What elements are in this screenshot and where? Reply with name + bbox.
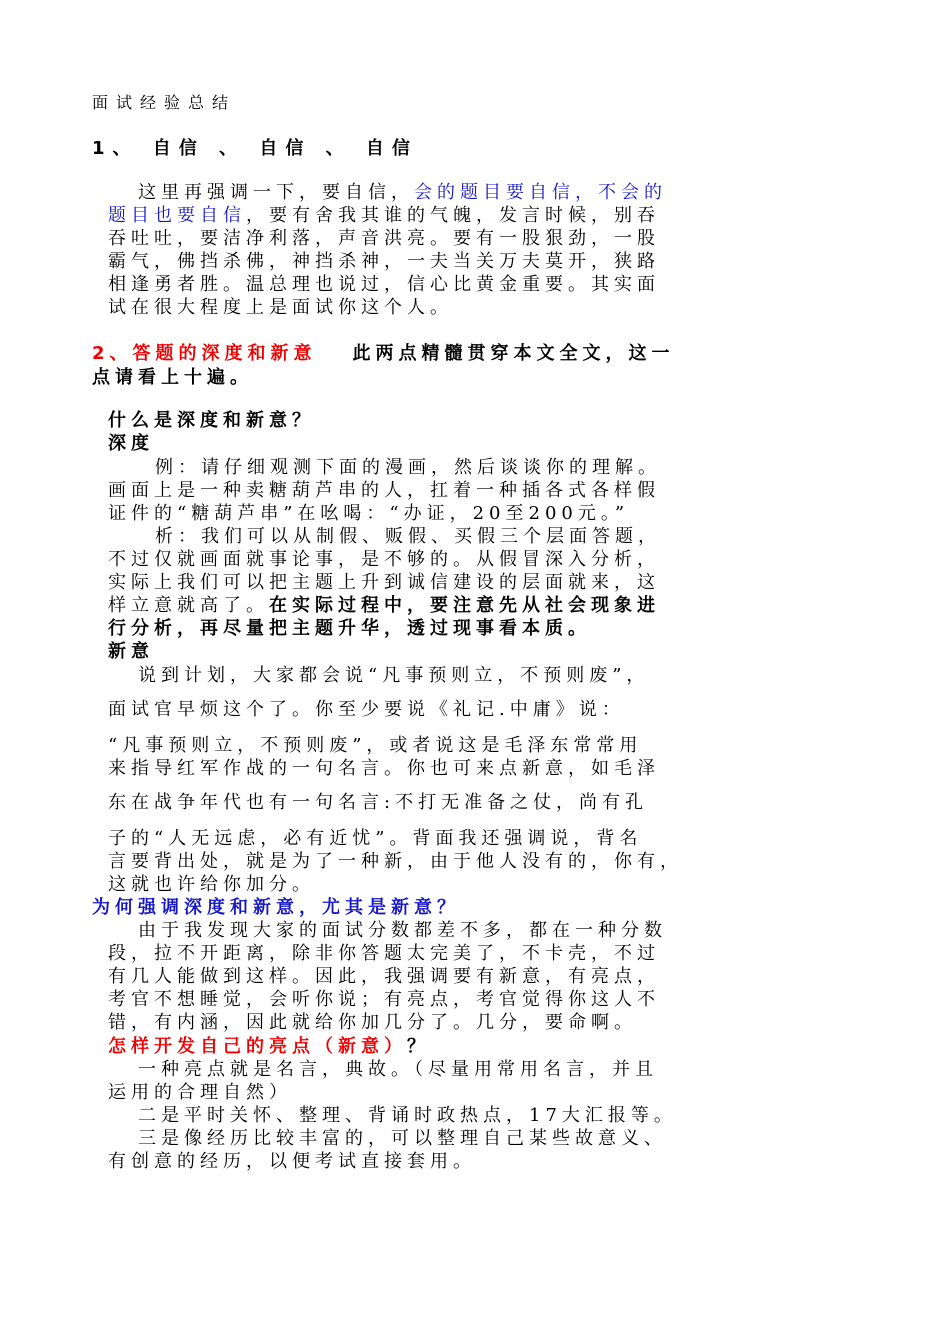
- text-line: 例：请仔细观测下面的漫画，然后谈谈你的理解。: [155, 457, 661, 478]
- question-how: [108, 1036, 430, 1058]
- text-line: [92, 343, 675, 365]
- text-line: 有创意的经历，以便考试直接套用。: [108, 1151, 476, 1172]
- text-line: 析：我们可以从制假、贩假、买假三个层面答题，: [155, 526, 661, 547]
- question-how-red: 怎样开发自己的亮点（新意）: [108, 1036, 407, 1057]
- text-line: 说到计划，大家都会说“凡事预则立，不预则废”，: [138, 665, 650, 686]
- text-line: 霸气，佛挡杀佛，神挡杀神，一夫当关万夫莫开，狭路: [108, 251, 660, 272]
- text-line: 试在很大程度上是面试你这个人。: [108, 297, 453, 318]
- text-line: 点请看上十遍。: [92, 367, 253, 388]
- text-line: “凡事预则立，不预则废”，或者说这是毛泽东常常用: [108, 735, 643, 756]
- text-line: 由于我发现大家的面试分数都差不多，都在一种分数: [138, 920, 667, 941]
- text-line: [108, 595, 660, 617]
- text-line: 二是平时关怀、整理、背诵时政热点，17大汇报等。: [138, 1105, 677, 1126]
- text-line: 不过仅就画面就事论事，是不够的。从假冒深入分析，: [108, 549, 660, 570]
- text-line: 实际上我们可以把主题上升到诚信建设的层面就来，这: [108, 572, 660, 593]
- text-line: 吞吐吐，要洁净利落，声音洪亮。要有一股狠劲，一股: [108, 228, 660, 249]
- heading-1: 1、 自信 、 自信 、 自信: [92, 138, 418, 159]
- novelty-label: 新意: [108, 641, 154, 662]
- question-why: 为何强调深度和新意，尤其是新意？: [92, 897, 460, 918]
- text-span: ，要有舍我其谁的气魄，发言时候，别吞: [246, 205, 660, 226]
- text-line: 行分析，再尽量把主题升华，透过现事看本质。: [108, 618, 591, 639]
- question-depth-novelty: 什么是深度和新意？: [108, 410, 315, 431]
- text-line: 段，拉不开距离，除非你答题太完美了，不卡壳，不过: [108, 943, 660, 964]
- text-line: 考官不想睡觉，会听你说；有亮点，考官觉得你这人不: [108, 989, 660, 1010]
- text-span: 这里再强调一下，要自信，: [138, 182, 414, 203]
- text-line: 面试官早烦这个了。你至少要说《礼记.中庸》说：: [108, 699, 625, 720]
- text-line: [138, 182, 667, 204]
- question-mark: ？: [407, 1036, 430, 1057]
- text-line: 证件的“糖葫芦串”在吆喝：“办证，20至200元。”: [108, 503, 630, 524]
- depth-label: 深度: [108, 433, 154, 454]
- text-line: 来指导红军作战的一句名言。你也可来点新意，如毛泽: [108, 758, 660, 779]
- text-span: 样立意就高了。: [108, 595, 269, 616]
- text-line: 三是像经历比较丰富的，可以整理自己某些故意义、: [138, 1128, 667, 1149]
- text-line: 一种亮点就是名言，典故。（尽量用常用名言，并且: [138, 1059, 658, 1080]
- text-line: 子的“人无远虑，必有近忧”。背面我还强调说，背名: [108, 828, 643, 849]
- text-line: 这就也许给你加分。: [108, 874, 315, 895]
- document-title: 面试经验总结: [92, 93, 237, 112]
- text-line: 画面上是一种卖糖葫芦串的人，扛着一种插各式各样假: [108, 480, 660, 501]
- text-line: 言要背出处，就是为了一种新，由于他人没有的，你有，: [108, 851, 683, 872]
- heading-2-black: 此两点精髓贯穿本文全文，这一: [352, 343, 675, 364]
- text-line: 相逢勇者胜。温总理也说过，信心比黄金重要。其实面: [108, 274, 660, 295]
- text-line: [108, 205, 660, 227]
- highlight-span: 题目也要自信: [108, 205, 246, 226]
- text-line: 错，有内涵，因此就给你加几分了。几分，要命啊。: [108, 1012, 637, 1033]
- text-line: 东在战争年代也有一句名言:不打无准备之仗，尚有孔: [108, 792, 649, 813]
- bold-span: 在实际过程中，要注意先从社会现象进: [269, 595, 660, 616]
- text-line: 运用的合理自然）: [108, 1082, 292, 1103]
- highlight-span: 会的题目要自信，不会的: [414, 182, 667, 203]
- heading-2-red: 2、答题的深度和新意: [92, 343, 317, 364]
- text-line: 有几人能做到这样。因此，我强调要有新意，有亮点，: [108, 966, 660, 987]
